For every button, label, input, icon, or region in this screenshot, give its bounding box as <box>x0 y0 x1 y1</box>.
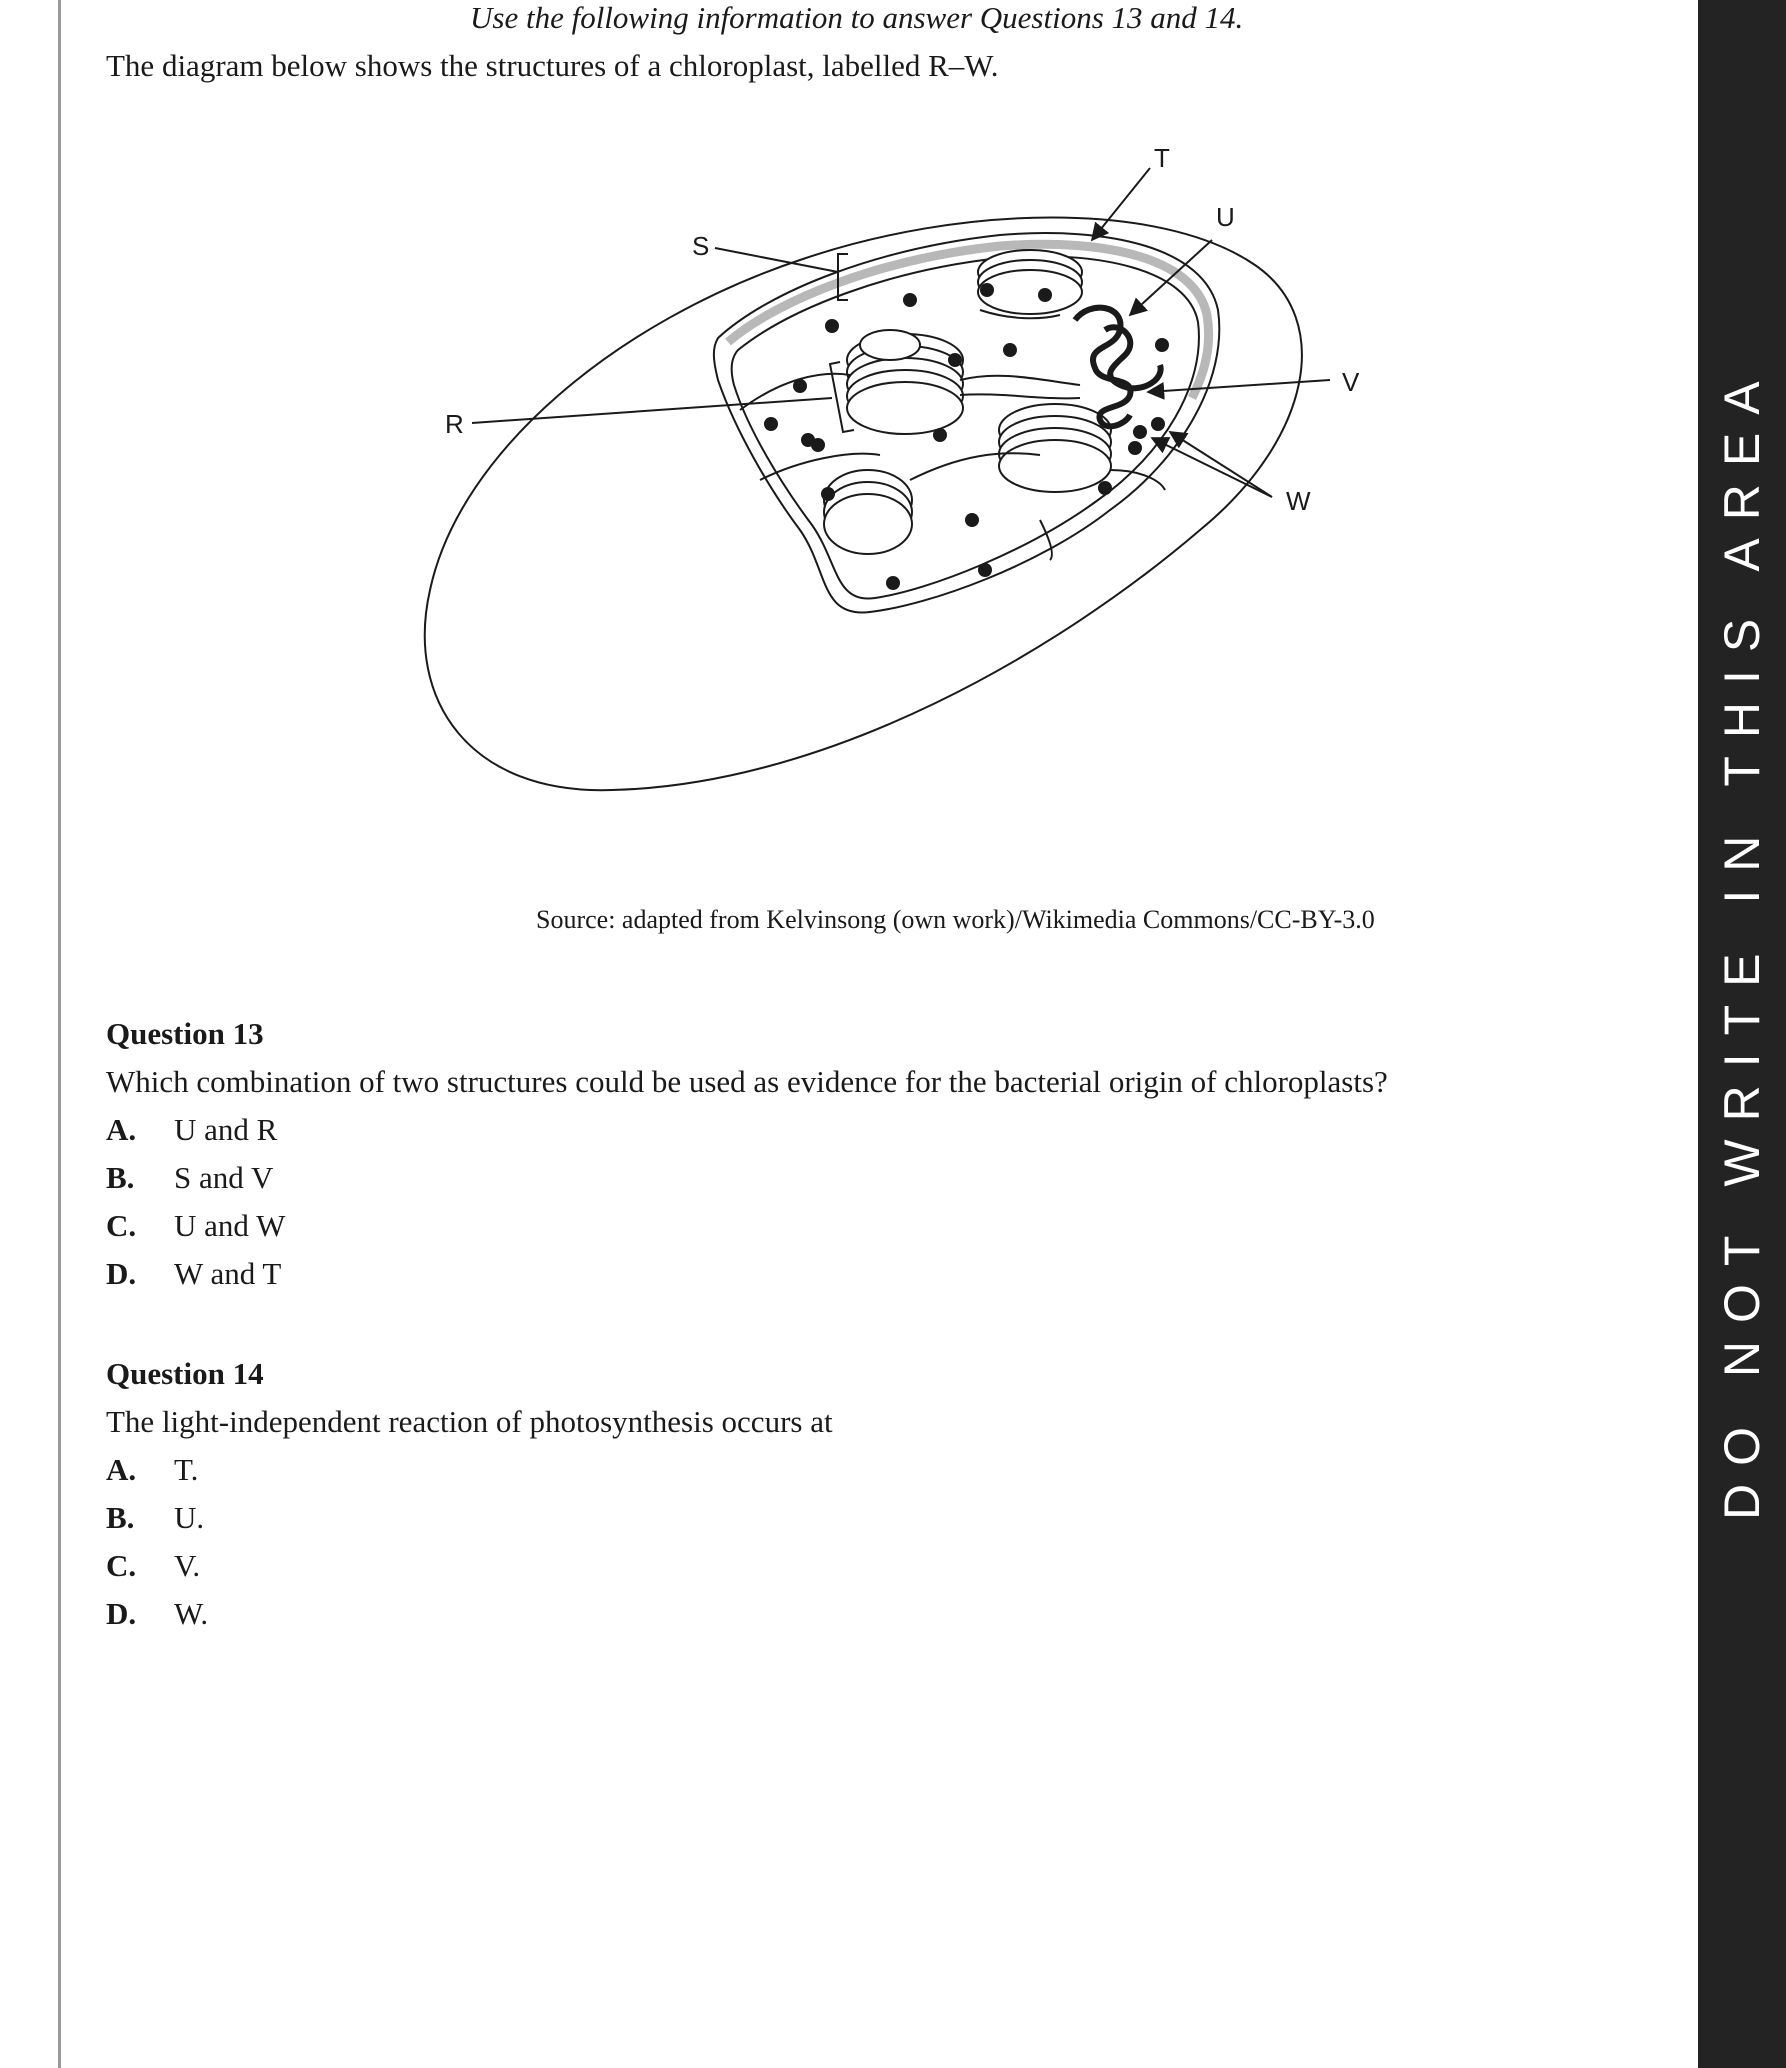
label-s: S <box>692 231 710 261</box>
option-letter: A. <box>106 1112 137 1147</box>
option-text: V. <box>174 1548 201 1583</box>
question-14-text: The light-independent reaction of photosynthesis occurs at <box>106 1404 833 1439</box>
chloroplast-diagram <box>0 0 1690 880</box>
question-13-title: Question 13 <box>106 1016 264 1051</box>
question-14-option-a[interactable] <box>106 1452 198 1488</box>
option-letter: A. <box>106 1452 137 1487</box>
label-u: U <box>1216 202 1235 232</box>
diagram-stem: The diagram below shows the structures of a chloroplast, labelled R–W. <box>106 48 999 83</box>
option-text: U and R <box>174 1112 278 1147</box>
question-13-option-b[interactable] <box>106 1160 273 1196</box>
question-13-option-a[interactable] <box>106 1112 277 1148</box>
label-v: V <box>1342 367 1360 397</box>
option-text: S and V <box>174 1160 274 1195</box>
option-letter: C. <box>106 1208 137 1243</box>
option-letter: D. <box>106 1256 137 1291</box>
option-text: T. <box>174 1452 199 1487</box>
label-t: T <box>1154 143 1170 173</box>
label-w: W <box>1286 486 1311 516</box>
question-14-option-b[interactable] <box>106 1500 204 1536</box>
question-14-option-c[interactable] <box>106 1548 200 1584</box>
option-letter: B. <box>106 1500 135 1535</box>
chloroplast-outer-membrane <box>714 233 1219 612</box>
do-not-write-label: DO NOT WRITE IN THIS AREA <box>1714 363 1770 1520</box>
question-14-title: Question 14 <box>106 1356 264 1391</box>
question-13-text: Which combination of two structures could be used as evidence for the bacterial origin of chloroplasts? <box>106 1064 1388 1099</box>
option-text: U and W <box>174 1208 286 1243</box>
option-letter: D. <box>106 1596 137 1631</box>
image-source: Source: adapted from Kelvinsong (own work)/Wikimedia Commons/CC-BY-3.0 <box>536 905 1375 934</box>
label-r: R <box>445 409 464 439</box>
option-text: U. <box>174 1500 205 1535</box>
option-letter: B. <box>106 1160 135 1195</box>
option-text: W and T <box>174 1256 282 1291</box>
question-14-option-d[interactable] <box>106 1596 208 1632</box>
question-13-option-d[interactable] <box>106 1256 281 1292</box>
option-text: W. <box>174 1596 209 1631</box>
intro-instruction: Use the following information to answer Questions 13 and 14. <box>470 0 1244 35</box>
option-letter: C. <box>106 1548 137 1583</box>
question-13-option-c[interactable] <box>106 1208 285 1244</box>
